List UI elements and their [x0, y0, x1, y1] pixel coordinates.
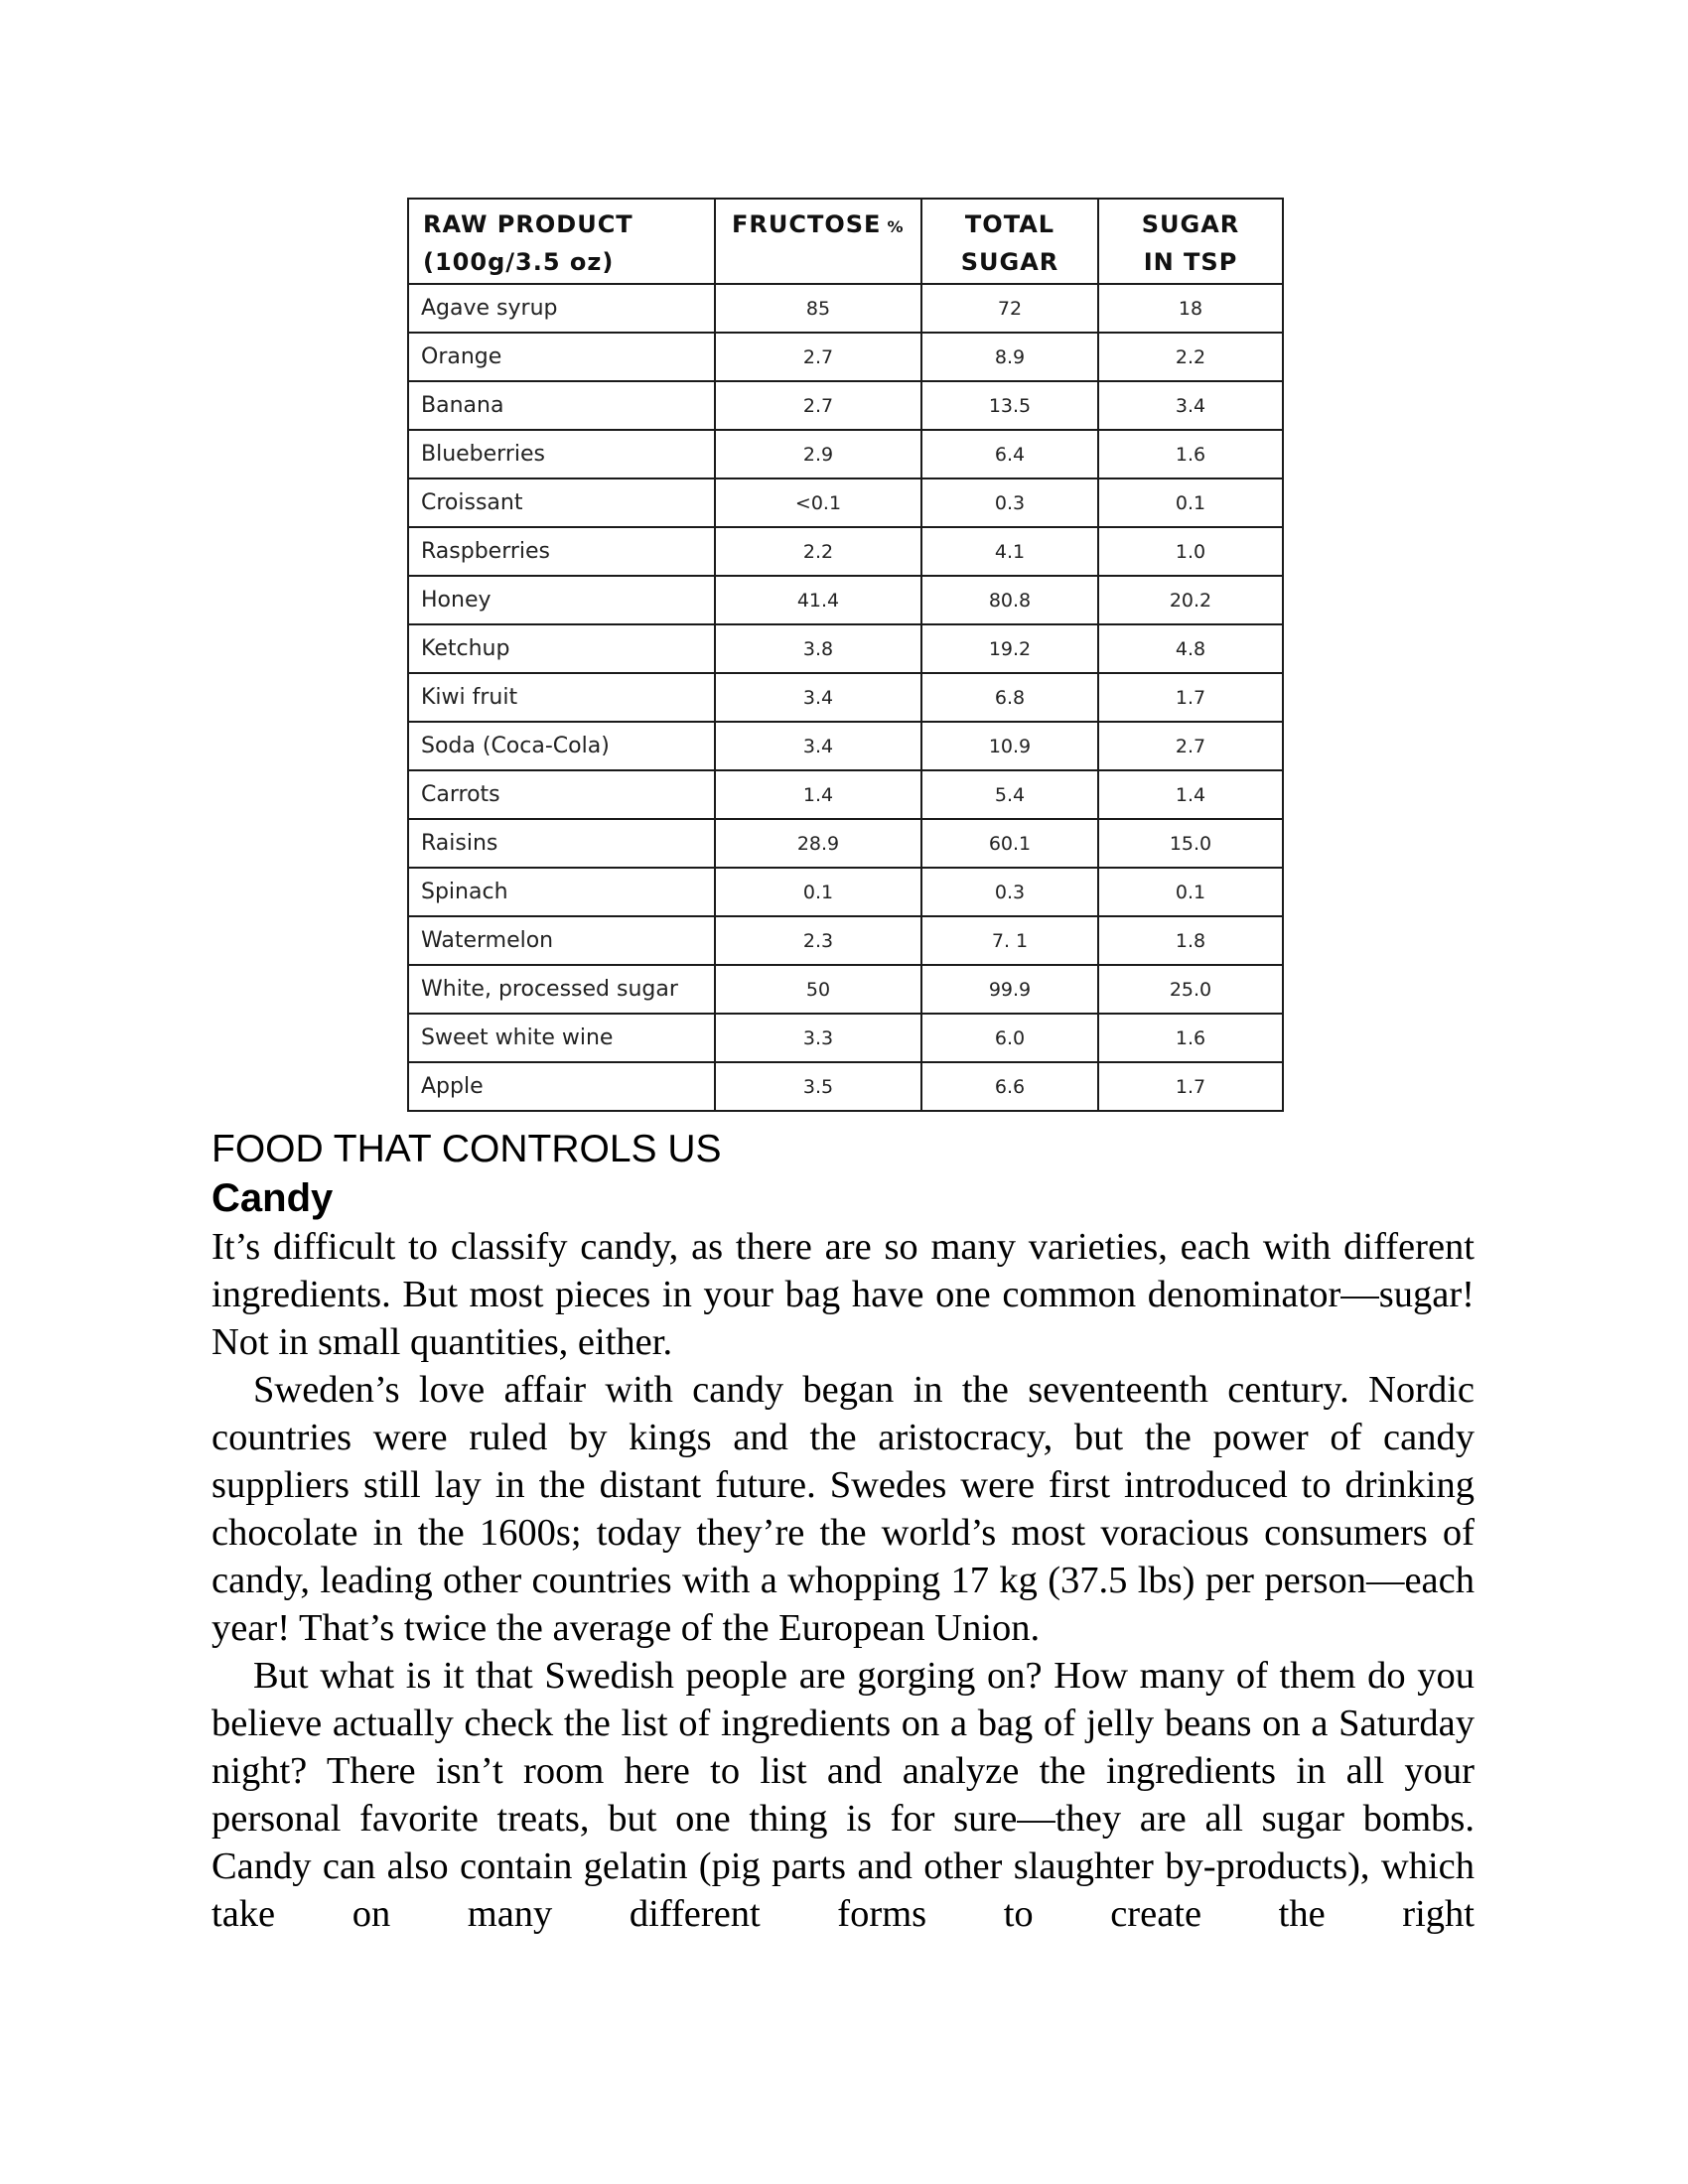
- table-row: [408, 624, 1283, 673]
- cell-sugar-tsp: 1.7: [1098, 1062, 1283, 1111]
- cell-total-sugar: 6.4: [921, 430, 1098, 478]
- cell-fructose: 2.9: [715, 430, 921, 478]
- header-sugar-in-tsp-line1: SUGAR: [1141, 210, 1240, 238]
- paragraph: It’s difficult to classify candy, as there are so many varieties, each with different ingredients. But most pieces in your bag have one common denominator—sugar! Not in small quantities, either.: [211, 1226, 1475, 1363]
- sugar-content-table: [407, 198, 1284, 1112]
- cell-product: Orange: [408, 333, 715, 381]
- cell-sugar-tsp: 1.6: [1098, 1014, 1283, 1062]
- table-row: [408, 527, 1283, 576]
- table-row: [408, 430, 1283, 478]
- table-row: [408, 819, 1283, 868]
- header-fructose-unit: %: [887, 217, 905, 236]
- cell-fructose: 2.7: [715, 333, 921, 381]
- cell-fructose: 3.8: [715, 624, 921, 673]
- cell-product: Agave syrup: [408, 284, 715, 333]
- table-row: [408, 770, 1283, 819]
- cell-fructose: 2.3: [715, 916, 921, 965]
- table-row: [408, 965, 1283, 1014]
- cell-sugar-tsp: 4.8: [1098, 624, 1283, 673]
- paragraph: But what is it that Swedish people are gorging on? How many of them do you believe actually check the list of ingredients on a bag of jelly beans on a Saturday night? There isn’t room here to list and analyze the ingredients in all your personal favorite treats, but one thing is for sure—they are all sugar bombs. Candy can also contain gelatin (pig parts and other slaughter by-products), which take on many different forms to create the right: [211, 1655, 1475, 1935]
- cell-product: White, processed sugar: [408, 965, 715, 1014]
- cell-total-sugar: 10.9: [921, 722, 1098, 770]
- cell-sugar-tsp: 1.8: [1098, 916, 1283, 965]
- header-fructose: [715, 199, 921, 284]
- cell-fructose: 2.7: [715, 381, 921, 430]
- table-row: [408, 333, 1283, 381]
- cell-fructose: 3.5: [715, 1062, 921, 1111]
- cell-total-sugar: 0.3: [921, 868, 1098, 916]
- cell-fructose: 0.1: [715, 868, 921, 916]
- cell-sugar-tsp: 25.0: [1098, 965, 1283, 1014]
- cell-fructose: 2.2: [715, 527, 921, 576]
- cell-sugar-tsp: 2.7: [1098, 722, 1283, 770]
- cell-sugar-tsp: 20.2: [1098, 576, 1283, 624]
- cell-product: Spinach: [408, 868, 715, 916]
- table-row: [408, 1014, 1283, 1062]
- table-row: [408, 576, 1283, 624]
- cell-sugar-tsp: 0.1: [1098, 868, 1283, 916]
- cell-sugar-tsp: 15.0: [1098, 819, 1283, 868]
- cell-sugar-tsp: 0.1: [1098, 478, 1283, 527]
- header-raw-product-line2: (100g/3.5 oz): [423, 248, 615, 276]
- cell-product: Banana: [408, 381, 715, 430]
- cell-total-sugar: 6.0: [921, 1014, 1098, 1062]
- header-sugar-in-tsp-line2: IN TSP: [1143, 248, 1238, 276]
- header-raw-product: [408, 199, 715, 284]
- table-row: [408, 284, 1283, 333]
- header-raw-product-line1: RAW PRODUCT: [423, 210, 633, 238]
- cell-total-sugar: 4.1: [921, 527, 1098, 576]
- header-total-sugar-line2: SUGAR: [960, 248, 1059, 276]
- cell-product: Ketchup: [408, 624, 715, 673]
- cell-product: Soda (Coca-Cola): [408, 722, 715, 770]
- cell-product: Apple: [408, 1062, 715, 1111]
- table-row: [408, 381, 1283, 430]
- cell-fructose: 50: [715, 965, 921, 1014]
- table-row: [408, 478, 1283, 527]
- cell-product: Sweet white wine: [408, 1014, 715, 1062]
- table-row: [408, 722, 1283, 770]
- cell-sugar-tsp: 2.2: [1098, 333, 1283, 381]
- cell-sugar-tsp: 18: [1098, 284, 1283, 333]
- cell-product: Watermelon: [408, 916, 715, 965]
- cell-total-sugar: 13.5: [921, 381, 1098, 430]
- table-row: [408, 916, 1283, 965]
- header-total-sugar: [921, 199, 1098, 284]
- cell-product: Croissant: [408, 478, 715, 527]
- cell-total-sugar: 99.9: [921, 965, 1098, 1014]
- cell-product: Carrots: [408, 770, 715, 819]
- cell-product: Honey: [408, 576, 715, 624]
- cell-total-sugar: 5.4: [921, 770, 1098, 819]
- section-title: FOOD THAT CONTROLS US: [211, 1128, 722, 1170]
- cell-sugar-tsp: 1.4: [1098, 770, 1283, 819]
- cell-product: Kiwi fruit: [408, 673, 715, 722]
- cell-total-sugar: 80.8: [921, 576, 1098, 624]
- cell-total-sugar: 8.9: [921, 333, 1098, 381]
- body-text: [211, 1223, 1475, 1938]
- cell-fructose: 28.9: [715, 819, 921, 868]
- cell-fructose: 3.4: [715, 722, 921, 770]
- cell-total-sugar: 60.1: [921, 819, 1098, 868]
- cell-fructose: 85: [715, 284, 921, 333]
- subsection-title: Candy: [211, 1176, 334, 1220]
- cell-fructose: 3.4: [715, 673, 921, 722]
- cell-total-sugar: 7. 1: [921, 916, 1098, 965]
- cell-total-sugar: 6.8: [921, 673, 1098, 722]
- cell-product: Blueberries: [408, 430, 715, 478]
- cell-fructose: <0.1: [715, 478, 921, 527]
- cell-total-sugar: 72: [921, 284, 1098, 333]
- cell-sugar-tsp: 1.0: [1098, 527, 1283, 576]
- cell-product: Raisins: [408, 819, 715, 868]
- cell-total-sugar: 0.3: [921, 478, 1098, 527]
- table-row: [408, 673, 1283, 722]
- cell-fructose: 1.4: [715, 770, 921, 819]
- table-row: [408, 868, 1283, 916]
- cell-total-sugar: 6.6: [921, 1062, 1098, 1111]
- header-sugar-in-tsp: [1098, 199, 1283, 284]
- cell-product: Raspberries: [408, 527, 715, 576]
- cell-fructose: 3.3: [715, 1014, 921, 1062]
- header-fructose-label: FRUCTOSE: [732, 210, 882, 238]
- cell-sugar-tsp: 1.7: [1098, 673, 1283, 722]
- header-total-sugar-line1: TOTAL: [964, 210, 1055, 238]
- cell-sugar-tsp: 3.4: [1098, 381, 1283, 430]
- table-row: [408, 1062, 1283, 1111]
- cell-sugar-tsp: 1.6: [1098, 430, 1283, 478]
- paragraph: Sweden’s love affair with candy began in the seventeenth century. Nordic countries were ruled by kings and the aristocracy, but the power of candy suppliers still lay in the distant future. Swedes were first introduced to drinking chocolate in the 1600s; today they’re the world’s most voracious consumers of candy, leading other countries with a whopping 17 kg (37.5 lbs) per person—each year! That’s twice the average of the European Union.: [211, 1369, 1475, 1649]
- table-header-row: [408, 199, 1283, 284]
- cell-fructose: 41.4: [715, 576, 921, 624]
- cell-total-sugar: 19.2: [921, 624, 1098, 673]
